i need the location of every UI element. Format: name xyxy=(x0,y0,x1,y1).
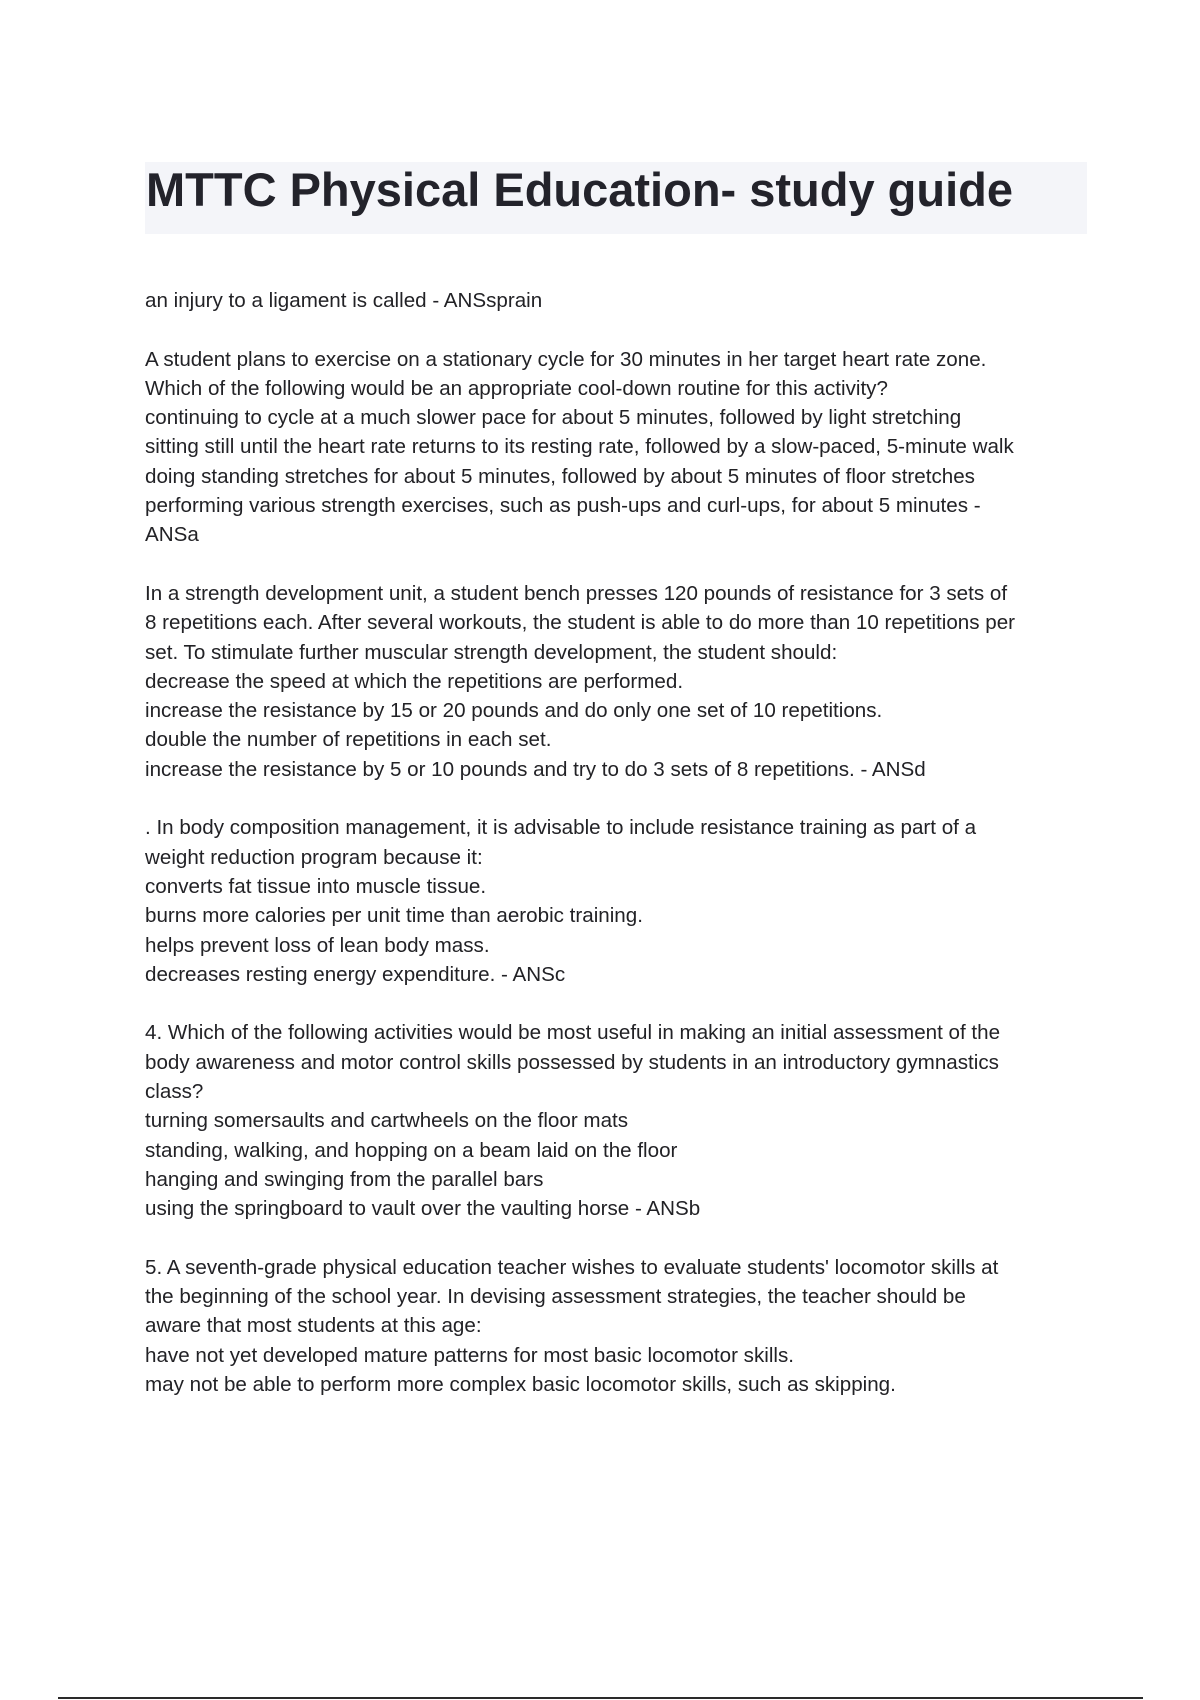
text-line: helps prevent loss of lean body mass. xyxy=(145,933,490,957)
qa-block xyxy=(145,1253,1095,1399)
text-line: aware that most students at this age: xyxy=(145,1314,482,1338)
text-line: standing, walking, and hopping on a beam laid on the floor xyxy=(145,1138,678,1162)
qa-block xyxy=(145,1018,1095,1223)
text-line: converts fat tissue into muscle tissue. xyxy=(145,874,487,898)
text-line: decreases resting energy expenditure. - ANSc xyxy=(145,962,566,986)
text-line: have not yet developed mature patterns for most basic locomotor skills. xyxy=(145,1343,795,1367)
text-line: Which of the following would be an appropriate cool-down routine for this activity? xyxy=(145,376,888,400)
qa-block xyxy=(145,286,1095,315)
text-line: A student plans to exercise on a stationary cycle for 30 minutes in her target heart rate zone. xyxy=(145,347,987,371)
text-line: weight reduction program because it: xyxy=(145,845,483,869)
text-line: may not be able to perform more complex basic locomotor skills, such as skipping. xyxy=(145,1372,896,1396)
text-line: an injury to a ligament is called - ANSsprain xyxy=(145,289,543,312)
text-line: body awareness and motor control skills possessed by students in an introductory gymnastics xyxy=(145,1050,999,1074)
qa-block xyxy=(145,579,1095,784)
text-line: 4. Which of the following activities would be most useful in making an initial assessment of the xyxy=(145,1021,1001,1045)
text-line: class? xyxy=(145,1080,204,1104)
text-line: decrease the speed at which the repetitions are performed. xyxy=(145,669,684,693)
page-bottom-divider xyxy=(58,1697,1143,1699)
study-guide-content xyxy=(145,286,1095,1429)
qa-block xyxy=(145,813,1095,989)
text-line: . In body composition management, it is advisable to include resistance training as part of a xyxy=(145,816,977,840)
text-line: In a strength development unit, a student bench presses 120 pounds of resistance for 3 sets of xyxy=(145,581,1008,605)
text-line: turning somersaults and cartwheels on the floor mats xyxy=(145,1109,629,1133)
document-title: MTTC Physical Education- study guide xyxy=(146,163,1013,216)
text-line: 8 repetitions each. After several workouts, the student is able to do more than 10 repetitions per xyxy=(145,611,1016,635)
text-line: 5. A seventh-grade physical education teacher wishes to evaluate students' locomotor skills at xyxy=(145,1255,999,1279)
text-line: performing various strength exercises, such as push-ups and curl-ups, for about 5 minutes - xyxy=(145,494,981,518)
text-line: set. To stimulate further muscular strength development, the student should: xyxy=(145,640,838,664)
qa-block xyxy=(145,345,1095,550)
text-line: sitting still until the heart rate returns to its resting rate, followed by a slow-paced, 5-minute walk xyxy=(145,435,1014,459)
text-line: the beginning of the school year. In devising assessment strategies, the teacher should be xyxy=(145,1285,966,1309)
text-line: increase the resistance by 15 or 20 pounds and do only one set of 10 repetitions. xyxy=(145,699,883,723)
text-line: ANSa xyxy=(145,523,199,547)
text-line: doing standing stretches for about 5 minutes, followed by about 5 minutes of floor stretches xyxy=(145,464,975,488)
text-line: burns more calories per unit time than aerobic training. xyxy=(145,904,643,928)
text-line: hanging and swinging from the parallel bars xyxy=(145,1167,544,1191)
text-line: increase the resistance by 5 or 10 pounds and try to do 3 sets of 8 repetitions. - ANSd xyxy=(145,757,926,781)
text-line: double the number of repetitions in each set. xyxy=(145,728,552,752)
text-line: continuing to cycle at a much slower pace for about 5 minutes, followed by light stretching xyxy=(145,406,962,430)
text-line: using the springboard to vault over the vaulting horse - ANSb xyxy=(145,1197,701,1221)
